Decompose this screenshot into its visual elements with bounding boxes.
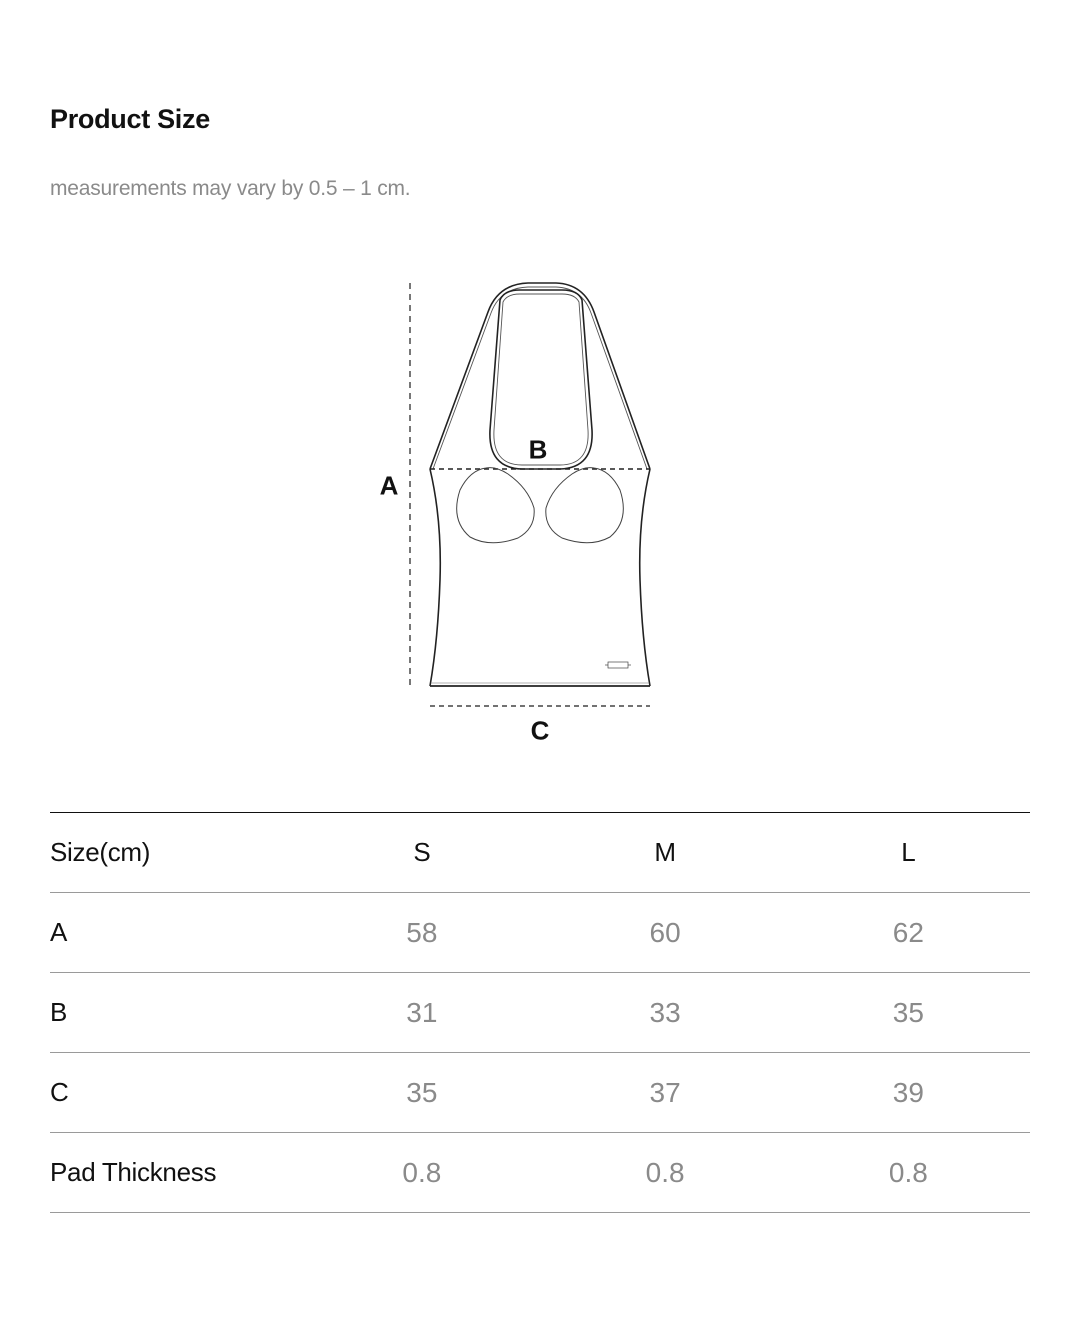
value-b-m: 33 — [649, 996, 681, 1028]
value-c-s: 35 — [406, 1076, 438, 1108]
row-label-pad-thickness: Pad Thickness — [50, 1157, 217, 1187]
value-pad-l: 0.8 — [888, 1156, 928, 1188]
header-size-cm: Size(cm) — [50, 837, 151, 867]
table-row — [50, 1133, 1030, 1213]
value-a-s: 58 — [406, 916, 438, 948]
table-row — [50, 893, 1030, 973]
value-a-m: 60 — [649, 916, 681, 948]
header-size-s: S — [413, 837, 431, 867]
value-a-l: 62 — [892, 916, 924, 948]
page-title: Product Size — [50, 104, 210, 134]
table-row — [50, 1053, 1030, 1133]
dimension-label-b: B — [528, 434, 548, 465]
value-c-m: 37 — [649, 1076, 681, 1108]
measurement-note: measurements may vary by 0.5 – 1 cm. — [50, 177, 411, 200]
value-b-s: 31 — [406, 996, 438, 1028]
row-label-b: B — [50, 997, 68, 1027]
dimension-label-a: A — [379, 470, 399, 501]
row-label-c: C — [50, 1077, 69, 1107]
value-pad-m: 0.8 — [645, 1156, 685, 1188]
value-b-l: 35 — [892, 996, 924, 1028]
value-c-l: 39 — [892, 1076, 924, 1108]
size-chart-table — [50, 812, 1030, 1213]
header-size-l: L — [901, 837, 916, 867]
table-header-row — [50, 813, 1030, 893]
header-size-m: M — [654, 837, 676, 867]
dimension-label-c: C — [530, 715, 550, 746]
brand-label-tag — [608, 662, 628, 668]
table-row — [50, 973, 1030, 1053]
row-label-a: A — [50, 917, 68, 947]
value-pad-s: 0.8 — [402, 1156, 442, 1188]
